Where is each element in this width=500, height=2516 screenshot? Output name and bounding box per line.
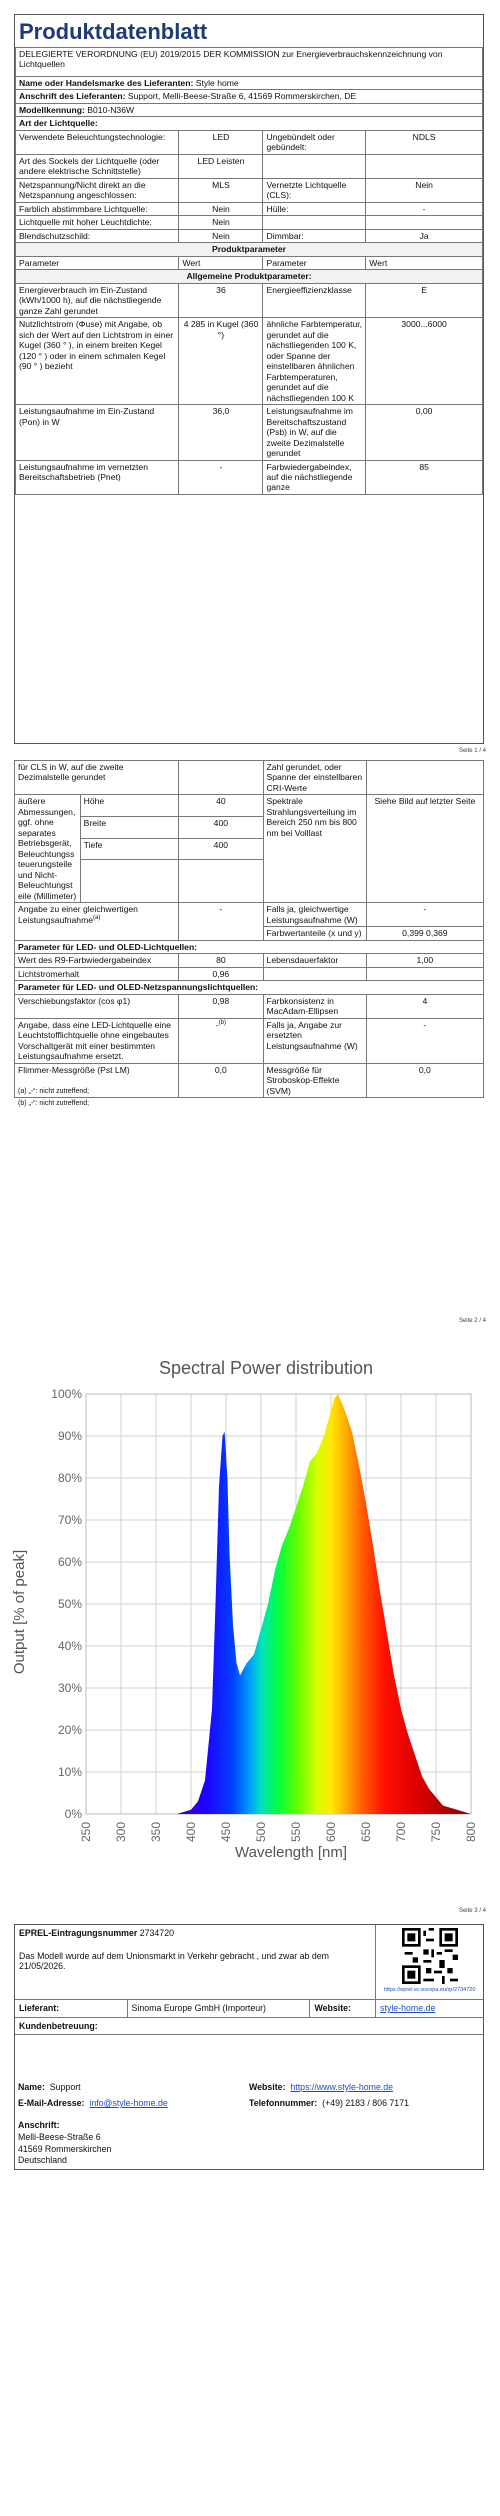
light-type-heading: Art der Lichtquelle:: [16, 117, 483, 130]
light-type-cell: [263, 216, 366, 229]
model-row: [16, 103, 483, 116]
light-type-cell: Lichtquelle mit hoher Leuchtdichte:: [16, 216, 179, 229]
general-param-cell: 0,00: [366, 405, 483, 460]
led-section-heading: Parameter für LED- und OLED-Lichtquellen:: [15, 940, 484, 953]
light-type-cell: [366, 154, 483, 178]
dim-spacer-right: [179, 860, 263, 903]
name-label: Name:: [18, 2082, 45, 2092]
flux-empty-1: [263, 967, 366, 980]
spectral-value: Siehe Bild auf letzter Seite: [366, 795, 483, 903]
address-line-1: Melli-Beese-Straße 6: [18, 2131, 101, 2142]
general-param-cell: 36: [179, 283, 263, 317]
address-line-3: Deutschland: [18, 2155, 67, 2166]
light-type-cell: Netzspannung/Nicht direkt an die Netzspannung angeschlossen:: [16, 178, 179, 202]
x-tick-label: 600: [324, 1822, 338, 1843]
consistency-value: 4: [366, 994, 483, 1018]
dim-depth-value: 400: [179, 838, 263, 860]
supplier-address-row: [16, 90, 483, 103]
product-params-heading: Produktparameter: [16, 243, 483, 256]
general-param-row: [16, 460, 483, 494]
dim-spacer-left: [80, 860, 178, 903]
strobo-label: Messgröße für Stroboskop-Effekte (SVM): [263, 1063, 366, 1097]
equiv-power-label: Angabe zu einer gleichwertigen Leistungsaufnahme$^{(a)}$: [15, 903, 179, 940]
light-type-cell: MLS: [179, 178, 263, 202]
general-params-heading: Allgemeine Produktparameter:: [16, 270, 483, 283]
page-4-border: [14, 1924, 484, 2170]
x-tick-label: 800: [464, 1822, 478, 1843]
x-tick-label: 450: [219, 1822, 233, 1843]
general-param-cell: 85: [366, 460, 483, 494]
light-type-cell: Nein: [179, 202, 263, 215]
equiv-right-value: -: [366, 903, 483, 927]
pf-value: 0,98: [179, 994, 263, 1018]
general-param-cell: Farbwiedergabeindex, auf die nächstliegende ganze: [263, 460, 366, 494]
name-value: Support: [49, 2082, 81, 2092]
y-axis-label: Output [% of peak]: [11, 1549, 28, 1675]
y-tick-label: 70%: [57, 1513, 82, 1527]
dim-height-label: Höhe: [80, 795, 178, 817]
x-tick-label: 250: [79, 1822, 93, 1843]
flicker-label: Flimmer-Messgröße (Pst LM): [15, 1063, 179, 1097]
strobo-value: 0,0: [366, 1063, 483, 1097]
page-number-2: Seite 2 / 4: [458, 1318, 486, 1324]
dim-height-value: 40: [179, 795, 263, 817]
continued-right-value: [366, 761, 483, 795]
x-tick-label: 550: [289, 1822, 303, 1843]
dim-width-value: 400: [179, 817, 263, 839]
equiv-power-value: -: [179, 903, 263, 940]
y-tick-label: 60%: [57, 1555, 82, 1569]
light-type-cell: -: [366, 202, 483, 215]
general-param-cell: E: [366, 283, 483, 317]
regulation-text: DELEGIERTE VERORDNUNG (EU) 2019/2015 DER KOMMISSION zur Energieverbrauchskennzeichnung von Lichtquellen: [16, 48, 483, 77]
flicker-value: 0,0: [179, 1063, 263, 1097]
email-link[interactable]: info@style-home.de: [89, 2097, 168, 2108]
footnote-a: (a) „-“: nicht zutreffend;: [18, 1088, 90, 1095]
light-type-cell: Farblich abstimmbare Lichtquelle:: [16, 202, 179, 215]
x-tick-label: 500: [254, 1822, 268, 1843]
supplier-name-label: Name oder Handelsmarke des Lieferanten:: [19, 78, 194, 88]
website2-link[interactable]: https://www.style-home.de: [290, 2082, 394, 2092]
light-type-cell: Blendschutzschild:: [16, 229, 179, 242]
mains-section-heading: Parameter für LED- und OLED-Netzspannungslichtquellen:: [15, 981, 484, 994]
general-param-row: [16, 283, 483, 317]
supplier-address-label: Anschrift des Lieferanten:: [19, 91, 126, 102]
x-axis-label: Wavelength [nm]: [235, 1844, 347, 1861]
col-param-1: Parameter: [16, 256, 179, 269]
continued-right: Zahl gerundet, oder Spanne der einstellbaren CRI-Werte: [263, 761, 366, 795]
flux-empty-2: [366, 967, 483, 980]
chart-title: Spectral Power distribution: [158, 1358, 374, 1378]
life-label: Lebensdauerfaktor: [263, 954, 366, 967]
website2-label: Website:: [249, 2082, 286, 2092]
light-type-cell: NDLS: [366, 130, 483, 154]
document-title: Produktdatenblatt: [19, 19, 208, 44]
x-tick-label: 350: [149, 1822, 163, 1843]
market-text: Das Modell wurde auf dem Unionsmarkt in Verkehr gebracht , und zwar ab dem 21/05/2026.: [19, 1950, 329, 1972]
col-value-1: Wert: [179, 256, 263, 269]
supplier-address-value: Support, Melli-Beese-Straße 6, 41569 Rommerskirchen, DE: [127, 91, 357, 102]
general-param-cell: Leistungsaufnahme im Bereitschaftszustand (Psb) in W, auf die zweite Dezimalstelle gerundet: [263, 405, 366, 460]
general-param-row: [16, 318, 483, 405]
general-param-cell: Nutzlichtstrom (Φuse) mit Angabe, ob sich der Wert auf den Lichtstrom in einer Kugel (360 ° ), in einem breiten Kegel (120 ° ) oder in einem schmalen Kegel (90 ° ) bezieht: [16, 318, 179, 405]
general-param-cell: Leistungsaufnahme im vernetzten Bereitschaftsbetrieb (Pnet): [16, 460, 179, 494]
email-label: E-Mail-Adresse:: [18, 2097, 85, 2108]
light-type-cell: LED: [179, 130, 263, 154]
y-tick-label: 10%: [57, 1765, 82, 1779]
consistency-label: Farbkonsistenz in MacAdam-Ellipsen: [263, 994, 366, 1018]
x-tick-label: 400: [184, 1822, 198, 1843]
eprel-value: 2734720: [139, 1928, 174, 1938]
light-type-row: [16, 130, 483, 154]
supplier-name-value: Style home: [195, 78, 239, 88]
page-1-frame: [14, 14, 484, 744]
light-type-cell: Vernetzte Lichtquelle (CLS):: [263, 178, 366, 202]
dim-depth-label: Tiefe: [80, 838, 178, 860]
color-share-label: Farbwertanteile (x und y): [263, 927, 366, 940]
color-share-value: 0,399 0,369: [366, 927, 483, 940]
general-param-cell: Energieeffizienzklasse: [263, 283, 366, 317]
website-link[interactable]: style-home.de: [380, 2003, 436, 2013]
phone-value: (+49) 2183 / 806 7171: [322, 2097, 409, 2108]
light-type-row: [16, 229, 483, 242]
model-value: B010-N36W: [87, 104, 135, 115]
website-label: Website:: [310, 2000, 376, 2018]
light-type-cell: Dimmbar:: [263, 229, 366, 242]
y-tick-label: 90%: [57, 1429, 82, 1443]
model-label: Modellkennung:: [19, 104, 85, 115]
flux-label: Lichtstromerhalt: [15, 967, 179, 980]
light-type-cell: Ungebündelt oder gebündelt:: [263, 130, 366, 154]
y-tick-label: 50%: [57, 1597, 82, 1611]
spectral-chart-svg: [11, 1352, 486, 1872]
address-label: Anschrift:: [18, 2119, 60, 2130]
continued-left: für CLS in W, auf die zweite Dezimalstelle gerundet: [15, 761, 179, 795]
col-value-2: Wert: [366, 256, 483, 269]
page-number-3: Seite 3 / 4: [458, 1908, 486, 1914]
light-type-row: [16, 178, 483, 202]
general-param-cell: 4 285 in Kugel (360 °): [179, 318, 263, 405]
spectral-label: Spektrale Strahlungsverteilung im Bereich 250 nm bis 800 nm bei Volllast: [263, 795, 366, 903]
replace-label: Angabe, dass eine LED-Lichtquelle eine Leuchtstofflichtquelle ohne eingebautes Vorschaltgerät mit einer bestimmten Leistungsaufnahme ersetzt.: [15, 1018, 179, 1063]
footnote-b: (b) „-“: nicht zutreffend;: [18, 1100, 90, 1107]
replace-value: -$^{(b)}$: [179, 1018, 263, 1063]
r9-label: Wert des R9-Farbwiedergabeindex: [15, 954, 179, 967]
dimensions-label: äußere Abmessungen, ggf. ohne separates Betriebsgerät, Beleuchtungssteuerungsteile und Nicht-Beleuchtungsteile (Millimeter): [15, 795, 81, 903]
y-tick-label: 20%: [57, 1723, 82, 1737]
general-param-row: [16, 405, 483, 460]
y-tick-label: 80%: [57, 1471, 82, 1485]
general-param-cell: Energieverbrauch im Ein-Zustand (kWh/1000 h), auf die nächstliegende ganze Zahl gerundet: [16, 283, 179, 317]
x-tick-label: 700: [394, 1822, 408, 1843]
light-type-cell: Verwendete Beleuchtungstechnologie:: [16, 130, 179, 154]
light-type-cell: Nein: [179, 216, 263, 229]
y-tick-label: 30%: [57, 1681, 82, 1695]
y-tick-label: 40%: [57, 1639, 82, 1653]
pf-label: Verschiebungsfaktor (cos φ1): [15, 994, 179, 1018]
dim-width-label: Breite: [80, 817, 178, 839]
y-tick-label: 0%: [64, 1807, 82, 1821]
general-param-cell: -: [179, 460, 263, 494]
r9-value: 80: [179, 954, 263, 967]
address-line-2: 41569 Rommerskirchen: [18, 2143, 112, 2154]
light-type-cell: Art des Sockels der Lichtquelle (oder andere elektrische Schnittstelle): [16, 154, 179, 178]
light-type-cell: Nein: [366, 178, 483, 202]
x-tick-label: 300: [114, 1822, 128, 1843]
y-tick-label: 100%: [51, 1387, 82, 1401]
equiv-right-label: Falls ja, gleichwertige Leistungsaufnahme (W): [263, 903, 366, 927]
replace-right-label: Falls ja, Angabe zur ersetzten Leistungsaufnahme (W): [263, 1018, 366, 1063]
light-type-cell: [263, 154, 366, 178]
supplier-cell: Lieferant:: [15, 2000, 128, 2018]
x-tick-label: 650: [359, 1822, 373, 1843]
replace-right-value: -: [366, 1018, 483, 1063]
col-param-2: Parameter: [263, 256, 366, 269]
light-type-row: [16, 154, 483, 178]
light-type-row: [16, 202, 483, 215]
eprel-url[interactable]: https://eprel.ec.europa.eu/qr/2734720: [383, 1986, 476, 1993]
supplier-name-row: [16, 77, 483, 90]
eprel-label: EPREL-Eintragungsnummer: [19, 1928, 138, 1938]
light-type-cell: [366, 216, 483, 229]
supplier-value: Sinoma Europe GmbH (Importeur): [127, 2000, 310, 2018]
light-type-cell: LED Leisten: [179, 154, 263, 178]
phone-label: Telefonnummer:: [249, 2097, 318, 2108]
general-param-cell: 36,0: [179, 405, 263, 460]
customer-support-heading: Kundenbetreuung:: [15, 2017, 484, 2035]
light-type-cell: Hülle:: [263, 202, 366, 215]
flux-value: 0,96: [179, 967, 263, 980]
page-number-1: Seite 1 / 4: [458, 748, 486, 754]
life-value: 1,00: [366, 954, 483, 967]
x-tick-label: 750: [429, 1822, 443, 1843]
spectral-chart: [11, 1352, 486, 1872]
continued-mid: [179, 761, 263, 795]
general-param-cell: 3000...6000: [366, 318, 483, 405]
light-type-cell: Nein: [179, 229, 263, 242]
general-param-cell: ähnliche Farbtemperatur, gerundet auf die nächstliegenden 100 K, oder Spanne der einstellbaren ähnlichen Farbtemperaturen, gerundet auf die nächstliegenden 100 K: [263, 318, 366, 405]
light-type-row: [16, 216, 483, 229]
light-type-cell: Ja: [366, 229, 483, 242]
general-param-cell: Leistungsaufnahme im Ein-Zustand (Pon) in W: [16, 405, 179, 460]
